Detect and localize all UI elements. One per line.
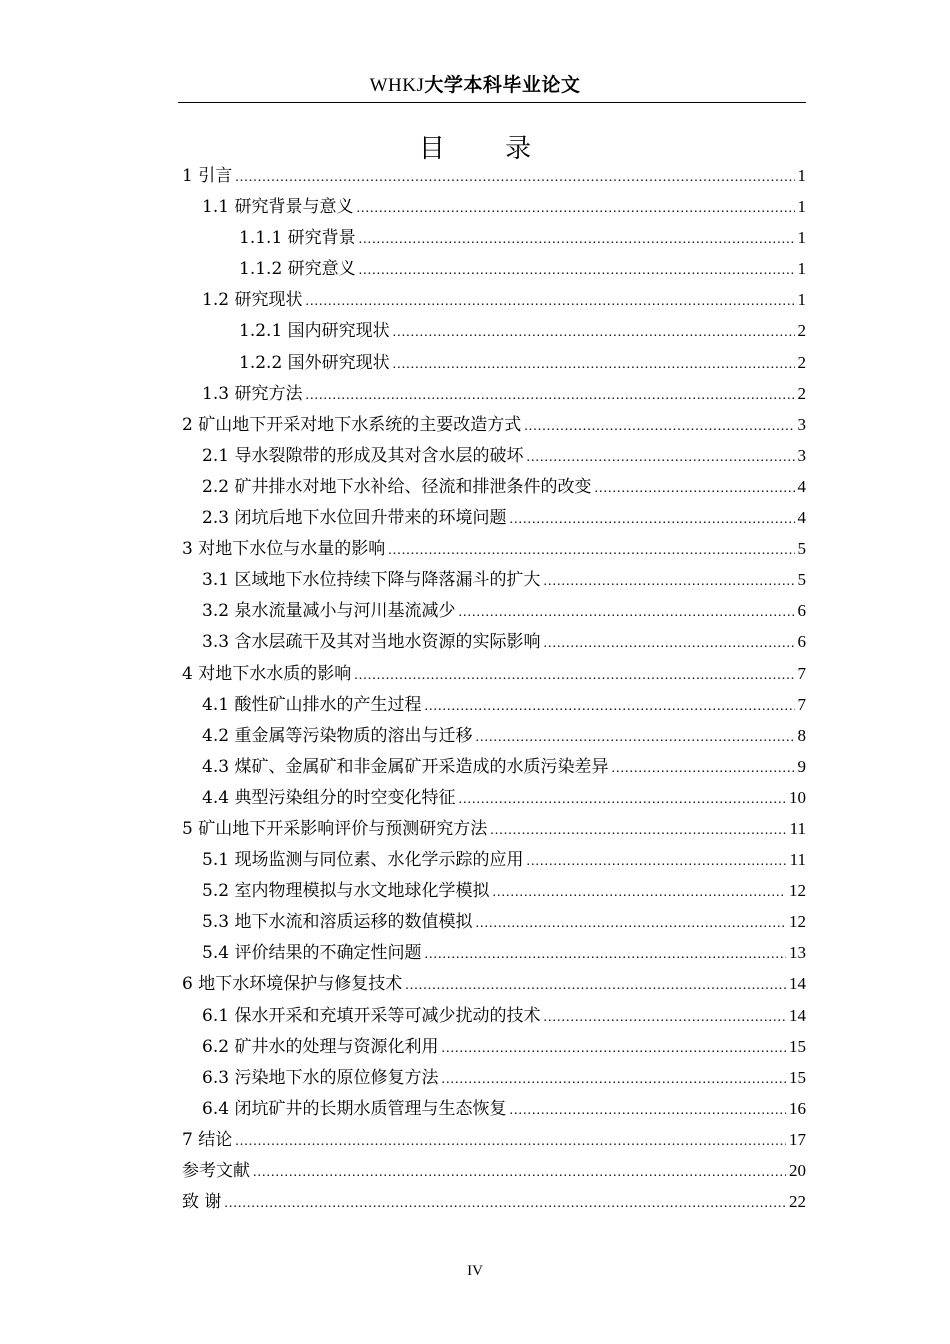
toc-entry-title: 1.2.1 国内研究现状 xyxy=(239,321,390,342)
toc-entry-page: 1 xyxy=(797,290,806,310)
toc-entry[interactable] xyxy=(182,222,806,253)
toc-entry-page: 11 xyxy=(789,818,806,838)
toc-entry[interactable] xyxy=(182,906,806,937)
toc-entry[interactable] xyxy=(182,782,806,813)
toc-entry-title: 6 地下水环境保护与修复技术 xyxy=(182,974,403,995)
toc-entry[interactable] xyxy=(182,1124,806,1155)
toc-entry-title: 4 对地下水水质的影响 xyxy=(182,663,352,684)
toc-entry-page: 3 xyxy=(797,445,806,465)
toc-leader-dots xyxy=(526,442,794,473)
toc-entry[interactable] xyxy=(182,253,806,284)
toc-entry-title: 1.1.1 研究背景 xyxy=(239,228,356,249)
toc-leader-dots xyxy=(509,1095,786,1126)
toc-entry-page: 2 xyxy=(797,321,806,341)
toc-entry-page: 9 xyxy=(797,756,806,776)
toc-entry-title: 5 矿山地下开采影响评价与预测研究方法 xyxy=(182,818,488,839)
page-number: IV xyxy=(467,1263,483,1279)
toc-entry-page: 4 xyxy=(797,508,806,528)
toc-entry[interactable] xyxy=(182,1186,806,1217)
toc-entry-page: 1 xyxy=(797,228,806,248)
toc-entry[interactable] xyxy=(182,471,806,502)
toc-entry-page: 4 xyxy=(797,476,806,496)
toc-entry-page: 15 xyxy=(789,1036,806,1056)
toc-entry-title: 1.2 研究现状 xyxy=(202,290,303,311)
toc-entry-title: 6.1 保水开采和充填开采等可减少扰动的技术 xyxy=(202,1005,541,1026)
toc-entry-title: 1.1.2 研究意义 xyxy=(239,259,356,280)
header-rule xyxy=(178,102,806,103)
toc-entry-title: 3.1 区域地下水位持续下降与降落漏斗的扩大 xyxy=(202,570,541,591)
toc-entry[interactable] xyxy=(182,347,806,378)
toc-entry-title: 5.3 地下水流和溶质运移的数值模拟 xyxy=(202,912,473,933)
toc-entry-page: 10 xyxy=(789,787,806,807)
toc-entry-title: 6.4 闭坑矿井的长期水质管理与生态恢复 xyxy=(202,1098,507,1119)
toc-entry-title: 7 结论 xyxy=(182,1129,233,1150)
toc-leader-dots xyxy=(543,1002,786,1033)
toc-leader-dots xyxy=(235,1126,786,1157)
toc-entry-page: 1 xyxy=(797,166,806,185)
toc-leader-dots xyxy=(490,815,786,846)
toc-entry[interactable] xyxy=(182,564,806,595)
toc-entry[interactable] xyxy=(182,1155,806,1186)
toc-entry-page: 6 xyxy=(797,601,806,621)
toc-entry[interactable] xyxy=(182,1000,806,1031)
header-title: 大学本科毕业论文 xyxy=(424,74,581,96)
toc-entry-title: 5.1 现场监测与同位素、水化学示踪的应用 xyxy=(202,850,524,871)
toc-entry[interactable] xyxy=(182,502,806,533)
toc-entry[interactable] xyxy=(182,937,806,968)
toc-entry-title: 6.3 污染地下水的原位修复方法 xyxy=(202,1067,439,1088)
toc-leader-dots xyxy=(305,286,794,317)
toc-entry-title: 2.1 导水裂隙带的形成及其对含水层的破坏 xyxy=(202,445,524,466)
toc-leader-dots xyxy=(524,411,794,442)
toc-entry-title: 参考文献 xyxy=(182,1161,250,1181)
toc-entry[interactable] xyxy=(182,378,806,409)
toc-leader-dots xyxy=(611,753,794,784)
toc-leader-dots xyxy=(594,473,794,504)
toc-entry-page: 3 xyxy=(797,414,806,434)
toc-leader-dots xyxy=(393,349,795,380)
toc-entry-page: 1 xyxy=(797,259,806,279)
toc-entry-page: 13 xyxy=(789,943,806,963)
table-of-contents xyxy=(182,160,806,1217)
toc-leader-dots xyxy=(424,691,794,722)
toc-entry[interactable] xyxy=(182,284,806,315)
toc-leader-dots xyxy=(441,1033,786,1064)
toc-entry[interactable] xyxy=(182,626,806,657)
toc-entry-page: 20 xyxy=(789,1161,806,1180)
toc-entry[interactable] xyxy=(182,689,806,720)
toc-leader-dots xyxy=(235,162,794,193)
toc-entry-title: 4.4 典型污染组分的时空变化特征 xyxy=(202,787,456,808)
toc-entry-page: 12 xyxy=(789,912,806,932)
toc-entry[interactable] xyxy=(182,844,806,875)
toc-entry-title: 致 谢 xyxy=(182,1192,222,1213)
toc-leader-dots xyxy=(475,908,786,939)
toc-leader-dots xyxy=(405,970,786,1001)
toc-entry[interactable] xyxy=(182,409,806,440)
toc-entry[interactable] xyxy=(182,813,806,844)
toc-entry[interactable] xyxy=(182,875,806,906)
toc-leader-dots xyxy=(424,939,786,970)
toc-leader-dots xyxy=(543,566,794,597)
toc-entry-title: 3 对地下水位与水量的影响 xyxy=(182,539,386,560)
toc-entry[interactable] xyxy=(182,751,806,782)
toc-leader-dots xyxy=(509,504,794,535)
toc-entry-page: 14 xyxy=(789,1005,806,1025)
toc-leader-dots xyxy=(305,380,794,411)
toc-leader-dots xyxy=(458,784,786,815)
toc-title: 目 录 xyxy=(418,134,558,164)
toc-entry-page: 12 xyxy=(789,881,806,901)
toc-entry-page: 1 xyxy=(797,197,806,217)
toc-entry-page: 7 xyxy=(797,663,806,683)
toc-leader-dots xyxy=(543,628,794,659)
toc-entry-page: 5 xyxy=(797,539,806,559)
toc-entry-title: 2.2 矿井排水对地下水补给、径流和排泄条件的改变 xyxy=(202,476,592,497)
toc-entry-page: 7 xyxy=(797,694,806,714)
toc-entry-page: 17 xyxy=(789,1129,806,1149)
toc-entry-title: 4.2 重金属等污染物质的溶出与迁移 xyxy=(202,725,473,746)
toc-leader-dots xyxy=(354,660,794,691)
toc-entry-title: 1 引言 xyxy=(182,166,233,186)
toc-entry[interactable] xyxy=(182,658,806,689)
toc-entry-page: 2 xyxy=(797,352,806,372)
toc-entry-title: 3.2 泉水流量减小与河川基流减少 xyxy=(202,601,456,622)
toc-entry-title: 1.2.2 国外研究现状 xyxy=(239,352,390,373)
toc-entry-page: 6 xyxy=(797,632,806,652)
toc-leader-dots xyxy=(359,224,795,255)
toc-leader-dots xyxy=(526,846,786,877)
toc-leader-dots xyxy=(359,255,795,286)
toc-entry-title: 5.4 评价结果的不确定性问题 xyxy=(202,943,422,964)
toc-leader-dots xyxy=(458,597,794,628)
toc-leader-dots xyxy=(224,1188,786,1219)
toc-entry[interactable] xyxy=(182,440,806,471)
toc-entry-page: 14 xyxy=(789,974,806,994)
toc-entry-title: 4.1 酸性矿山排水的产生过程 xyxy=(202,694,422,715)
toc-entry-title: 3.3 含水层疏干及其对当地水资源的实际影响 xyxy=(202,632,541,653)
toc-leader-dots xyxy=(475,722,794,753)
toc-entry-title: 1.3 研究方法 xyxy=(202,383,303,404)
toc-entry-page: 22 xyxy=(789,1192,806,1212)
toc-entry-page: 15 xyxy=(789,1067,806,1087)
toc-leader-dots xyxy=(393,317,795,348)
toc-entry[interactable] xyxy=(182,160,806,191)
toc-entry-title: 4.3 煤矿、金属矿和非金属矿开采造成的水质污染差异 xyxy=(202,756,609,777)
header-latin: WHKJ xyxy=(369,75,425,96)
toc-entry-page: 8 xyxy=(797,725,806,745)
toc-entry[interactable] xyxy=(182,1031,806,1062)
toc-entry[interactable] xyxy=(182,968,806,999)
toc-leader-dots xyxy=(388,535,794,566)
toc-entry[interactable] xyxy=(182,191,806,222)
toc-entry-page: 16 xyxy=(789,1098,806,1118)
toc-leader-dots xyxy=(356,193,794,224)
toc-leader-dots xyxy=(441,1064,786,1095)
toc-entry[interactable] xyxy=(182,533,806,564)
toc-entry[interactable] xyxy=(182,720,806,751)
toc-entry[interactable] xyxy=(182,315,806,346)
toc-leader-dots xyxy=(492,877,786,908)
toc-entry-page: 5 xyxy=(797,570,806,590)
toc-entry-title: 5.2 室内物理模拟与水文地球化学模拟 xyxy=(202,881,490,902)
toc-entry-page: 11 xyxy=(789,850,806,870)
toc-entry-title: 1.1 研究背景与意义 xyxy=(202,197,354,218)
running-header xyxy=(0,70,950,97)
toc-entry-page: 2 xyxy=(797,383,806,403)
toc-entry-title: 6.2 矿井水的处理与资源化利用 xyxy=(202,1036,439,1057)
toc-entry[interactable] xyxy=(182,595,806,626)
toc-entry-title: 2.3 闭坑后地下水位回升带来的环境问题 xyxy=(202,508,507,529)
toc-entry[interactable] xyxy=(182,1093,806,1124)
toc-leader-dots xyxy=(253,1157,786,1188)
toc-entry[interactable] xyxy=(182,1062,806,1093)
toc-entry-title: 2 矿山地下开采对地下水系统的主要改造方式 xyxy=(182,414,522,435)
